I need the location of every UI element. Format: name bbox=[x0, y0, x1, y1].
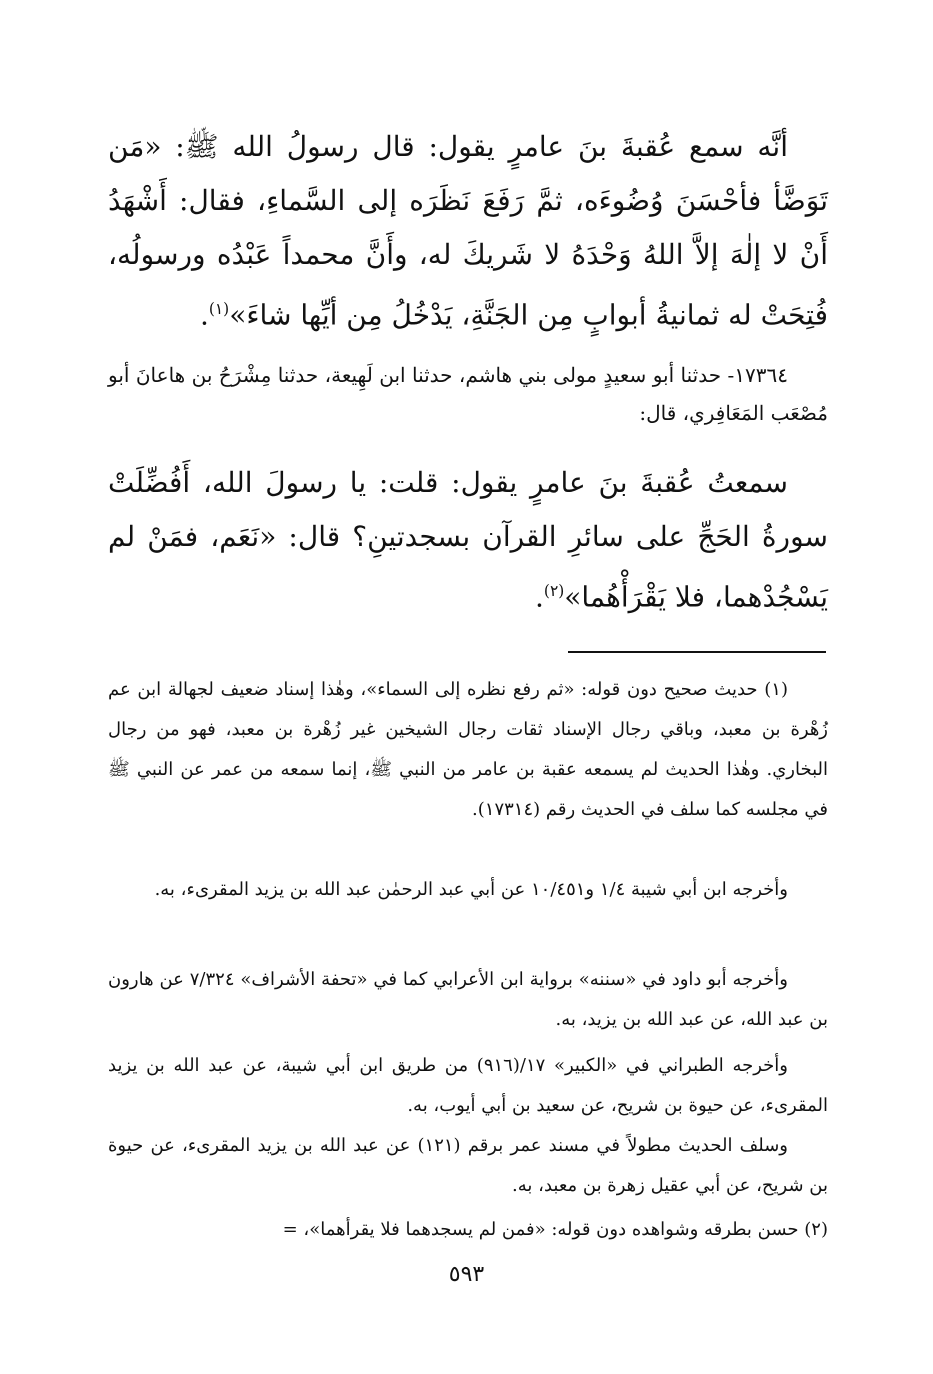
hadith-17363-body: أنَّه سمع عُقبةَ بنَ عامرٍ يقول: قال رسولُ الله ﷺ: «مَن تَوَضَّأ فأحْسَنَ وُضُوءَه، ثمَّ رَفَعَ نَظَرَه إلى السَّماءِ، فقال: أَشْهَدُ أَنْ لا إلٰهَ إلاَّ اللهُ وَحْدَهُ لا شَريكَ له، وأَنَّ محمداً عَبْدُه ورسولُه، فُتِحَتْ له ثمانيةُ أبوابٍ مِن الجَنَّةِ، يَدْخُلُ مِن أيِّها شاءَ» bbox=[108, 130, 828, 332]
footnote-1-para-2: وأخرجه ابن أبي شيبة ١/٤ و١٠/٤٥١ عن أبي عبد الرحمٰن عبد الله بن يزيد المقرىء، به. bbox=[154, 879, 788, 900]
footnote-1-para-4: وأخرجه الطبراني في «الكبير» ١٧/(٩١٦) من طريق ابن أبي شيبة، عن عبد الله بن يزيد المقرىء، عن حيوة بن شريح، عن سعيد بن أبي أيوب، به. bbox=[108, 1055, 828, 1116]
footnote-ref-2: (٢) bbox=[543, 582, 565, 600]
hadith-17364-period: . bbox=[535, 580, 544, 614]
hadith-17363-text bbox=[108, 120, 828, 342]
footnote-ref-1: (١) bbox=[208, 300, 230, 318]
hadith-17363-period: . bbox=[199, 298, 209, 332]
footnote-1-para-3: وأخرجه أبو داود في «سننه» برواية ابن الأعرابي كما في «تحفة الأشراف» ٧/٣٢٤ عن هارون بن عبد الله، عن عبد الله بن يزيد، به. bbox=[108, 969, 828, 1030]
footnote-2-para-1: (٢) حسن بطرقه وشواهده دون قوله: «فمن لم يسجدهما فلا يقرأهما»، = bbox=[282, 1219, 828, 1240]
footnote-1-para-5: وسلف الحديث مطولاً في مسند عمر برقم (١٢١) عن عبد الله بن يزيد المقرىء، عن حيوة بن شريح، عن أبي عقيل زهرة بن معبد، به. bbox=[108, 1135, 828, 1196]
footnote-separator bbox=[568, 651, 826, 653]
footnote-1-para-1: (١) حديث صحيح دون قوله: «ثم رفع نظره إلى السماء»، وهٰذا إسناد ضعيف لجهالة ابن عم زُهْرة بن معبد، وباقي رجال الإسناد ثقات رجال الشيخين غير زُهْرة بن معبد، فهو من رجال البخاري. وهٰذا الحديث لم يسمعه عقبة بن عامر من النبي ﷺ، إنما سمعه من عمر عن النبي ﷺ في مجلسه كما سلف في الحديث رقم (١٧٣١٤). bbox=[108, 679, 828, 820]
hadith-17364-isnad: ١٧٣٦٤- حدثنا أبو سعيدٍ مولى بني هاشم، حدثنا ابن لَهِيعة، حدثنا مِشْرَحُ بن هاعانَ أبو مُصْعَب المَعَافِري، قال: bbox=[108, 363, 828, 425]
hadith-17364-body: سمعتُ عُقبةَ بنَ عامرٍ يقول: قلت: يا رسولَ الله، أَفُضِّلَتْ سورةُ الحَجِّ على سائرِ القرآن بسجدتينِ؟ قال: «نَعَم، فمَنْ لم يَسْجُدْهما، فلا يَقْرَأْهُما» bbox=[108, 466, 828, 614]
page-number: ٥٩٣ bbox=[448, 1262, 485, 1287]
hadith-17364-text bbox=[108, 456, 828, 624]
